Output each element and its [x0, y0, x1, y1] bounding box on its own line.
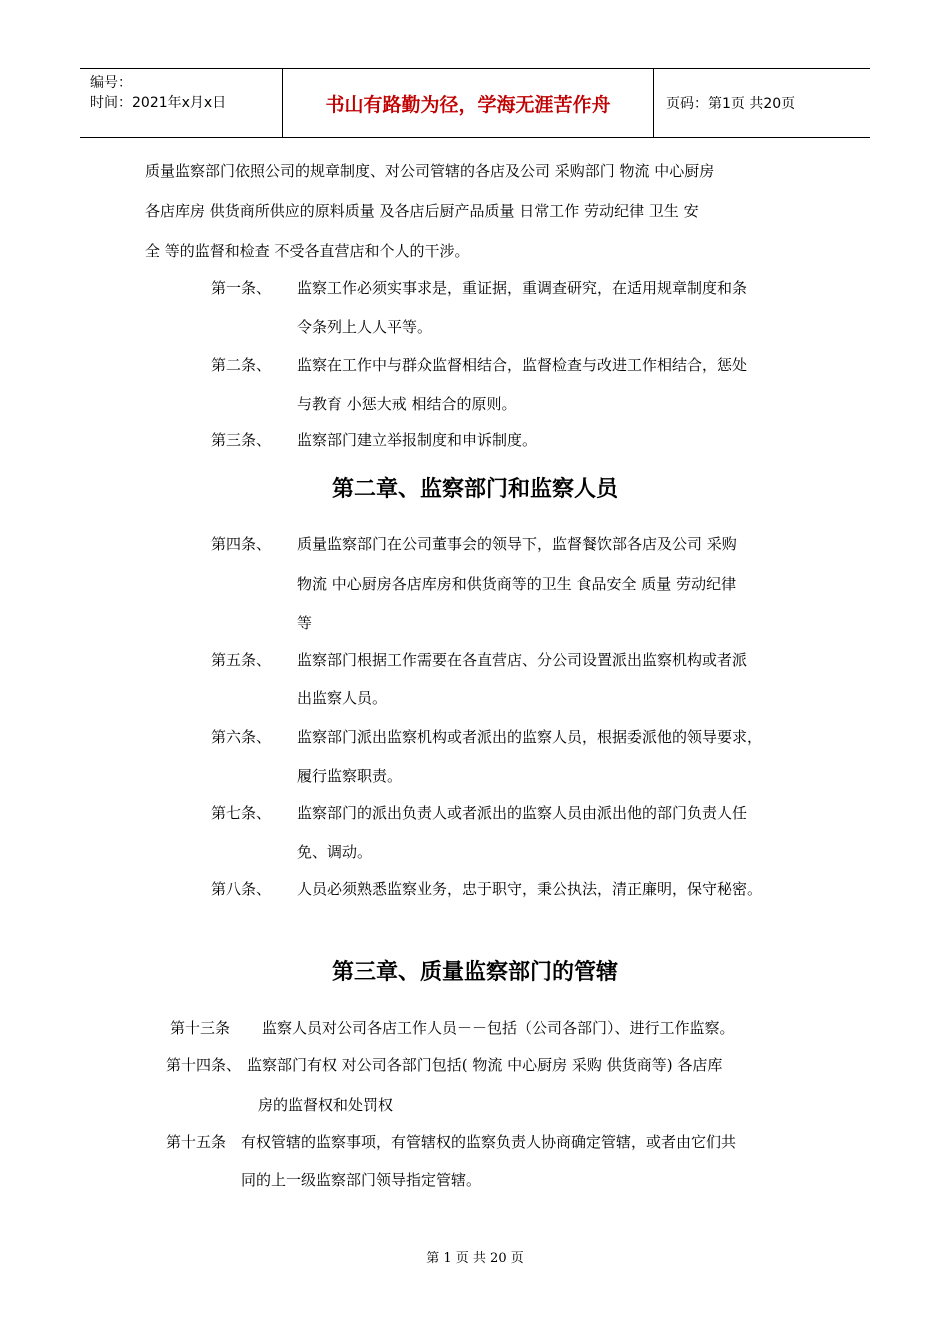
article-text: 等 [297, 614, 313, 632]
article-text: 人员必须熟悉监察业务，忠于职守，秉公执法，清正廉明，保守秘密。 [297, 880, 763, 898]
article-number: 第十三条 [170, 1019, 231, 1037]
article-text: 监察部门的派出负责人或者派出的监察人员由派出他的部门负责人任 [297, 804, 748, 822]
intro-line: 全 等的监督和检查 不受各直营店和个人的干涉。 [145, 242, 470, 260]
article-text: 物流 中心厨房各店库房和供货商等的卫生 食品安全 质量 劳动纪律 [297, 575, 737, 593]
time-label: 时间：2021年x月x日 [90, 95, 227, 111]
header-motto: 书山有路勤为径，学海无涯苦作舟 [282, 69, 654, 137]
article-number: 第二条、 [211, 356, 272, 374]
article-number: 第六条、 [211, 728, 272, 746]
article-number: 第七条、 [211, 804, 272, 822]
article-text: 房的监督权和处罚权 [258, 1096, 394, 1114]
article-text: 监察部门建立举报制度和申诉制度。 [297, 431, 538, 449]
article-text: 监察部门根据工作需要在各直营店、分公司设置派出监察机构或者派 [297, 651, 748, 669]
article-text: 监察工作必须实事求是，重证据，重调查研究，在适用规章制度和条 [297, 279, 748, 297]
article-text: 监察人员对公司各店工作人员－－包括（公司各部门）、进行工作监察。 [262, 1019, 735, 1037]
article-number: 第八条、 [211, 880, 272, 898]
article-text: 有权管辖的监察事项，有管辖权的监察负责人协商确定管辖，或者由它们共 [241, 1133, 737, 1151]
number-label: 编号： [90, 75, 132, 91]
article-text: 免、调动。 [297, 843, 373, 861]
intro-line: 质量监察部门依照公司的规章制度、对公司管辖的各店及公司 采购部门 物流 中心厨房 [145, 162, 715, 180]
chapter-title: 第三章、质量监察部门的管辖 [331, 960, 618, 985]
article-text: 令条列上人人平等。 [297, 318, 433, 336]
chapter-title: 第二章、监察部门和监察人员 [331, 477, 618, 502]
article-number: 第一条、 [211, 279, 272, 297]
article-number: 第十四条、 [166, 1056, 242, 1074]
article-number: 第四条、 [211, 535, 272, 553]
header-page-info: 页码：第1页 共20页 [666, 96, 796, 112]
article-text: 履行监察职责。 [297, 767, 403, 785]
article-number: 第五条、 [211, 651, 272, 669]
page-footer: 第 1 页 共 20 页 [426, 1251, 524, 1266]
article-text: 质量监察部门在公司董事会的领导下，监督餐饮部各店及公司 采购 [297, 535, 737, 553]
article-text: 监察部门派出监察机构或者派出的监察人员，根据委派他的领导要求， [297, 728, 763, 746]
article-text: 同的上一级监察部门领导指定管辖。 [241, 1171, 482, 1189]
intro-line: 各店库房 供货商所供应的原料质量 及各店后厨产品质量 日常工作 劳动纪律 卫生 安 [145, 202, 699, 220]
article-text: 出监察人员。 [297, 689, 388, 707]
article-number: 第十五条 [166, 1133, 227, 1151]
article-number: 第三条、 [211, 431, 272, 449]
article-text: 监察部门有权 对公司各部门包括( 物流 中心厨房 采购 供货商等) 各店库 [247, 1056, 723, 1074]
article-text: 监察在工作中与群众监督相结合，监督检查与改进工作相结合，惩处 [297, 356, 748, 374]
header-meta [80, 69, 282, 137]
article-text: 与教育 小惩大戒 相结合的原则。 [297, 395, 517, 413]
document-header [80, 68, 870, 138]
